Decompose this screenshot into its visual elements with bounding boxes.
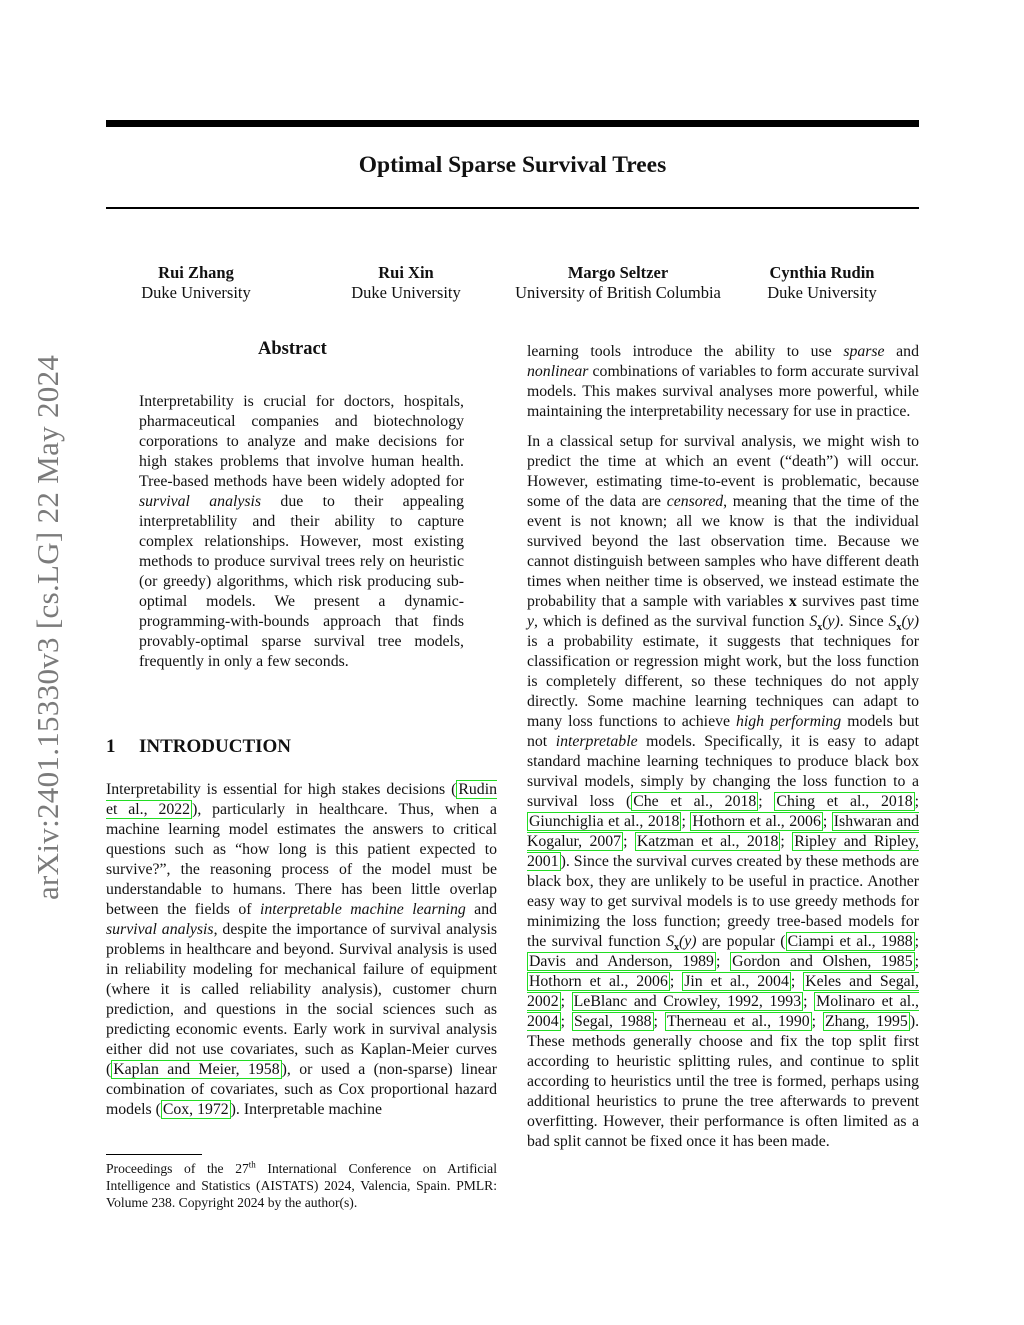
abstract-body: Interpretability is crucial for doctors, hospitals, pharmaceutical companies and biotechnology corporations to analyze and make decisions for high stakes problems that involve human health. Tree-based methods have been widely adopted for survival analysis due to their appealing interpretablility and their ability to capture complex relationships. However, most existing methods to produce survival trees rely on heuristic (or greedy) algorithms, which risk producing sub-optimal models. We present a dynamic-programming-with-bounds approach that finds provably-optimal sparse survival tree models, frequently in only a few seconds. [139, 393, 464, 670]
citation-link[interactable]: Therneau et al., 1990 [666, 1013, 810, 1030]
author-affiliation: University of British Columbia [515, 283, 721, 302]
title-bottom-rule [106, 207, 919, 209]
intro-paragraph: Interpretability is essential for high stakes decisions ( Rudin et al., 2022 ), particularly in healthcare. Thus, when a machine learning model estimates the answers to critical questions such as “how long is this patient expected to survive?”, the reasoning process of the model must be understandable to humans. There has been little overlap between the fields of interpretable machine learning and survival analysis, despite the importance of survival analysis problems in healthcare and beyond. Survival analysis is used in reliability modeling for mechanical failure of equipment (where it is called reliability analysis), customer churn prediction, and questions in the social sciences such as predicting economic events. Early work in survival analysis either did not use covariates, such as Kaplan-Meier curves ( Kaplan and Meier, 1958 ), or used a (non-sparse) linear combination of covariates, such as Cox proportional hazard models ( Cox, 1972 ). Interpretable machine [106, 781, 497, 1118]
author-affiliation: Duke University [767, 283, 877, 302]
paper-title: Optimal Sparse Survival Trees [358, 152, 667, 178]
author-name: Margo Seltzer [567, 263, 669, 282]
citation-link[interactable]: Molinaro et al., 2004 [527, 993, 919, 1030]
citation-link[interactable]: Hothorn et al., 2006 [529, 973, 668, 990]
arxiv-identifier: arXiv:2401.15330v3 [cs.LG] 22 May 2024 [30, 354, 65, 900]
citation-link[interactable]: Kaplan and Meier, 1958 [113, 1061, 280, 1078]
intro-paragraph: In a classical setup for survival analysis, we might wish to predict the time at which an event (“death”) will occur. However, estimating time-to-event is problematic, because some of the data are censored, meaning that the time of the event is not known; all we know is that the individual survived beyond the last observation time. Because we cannot distinguish between samples who have different death times when neither time is observed, we instead estimate the probability that a sample with variables x survives past time y, which is defined as the survival function $S_x(y)$. Since $S_x(y)$ is a probability estimate, it suggests that techniques for classification or regression might work, but the loss function is completely different, so these techniques do not apply directly. Some machine learning techniques can adapt to many loss functions to achieve high performing models but not interpretable models. Specifically, it is easy to adapt standard machine learning techniques to produce black box survival models, simply by changing the loss function to a survival loss ( Che et al., 2018 ; Ching et al., 2018 ; Giunchiglia et al., 2018 ; Hothorn et al., 2006 ; Ishwaran and Kogalur, 2007 ; Katzman et al., 2018 ; Ripley and Ripley, 2001 ). Since the survival curves created by these methods are black box, they are unlikely to be useful in practice. Another easy way to get survival models is to use greedy methods for minimizing the loss function; greedy tree-based models for the survival function $S_x(y)$ are popular ( Ciampi et al., 1988 ; Davis and Anderson, 1989 ; Gordon and Olshen, 1985 ; Hothorn et al., 2006 ; Jin et al., 2004 ; Keles and Segal, 2002 ; LeBlanc and Crowley, 1992, 1993 ; Molinaro et al., 2004 ; Segal, 1988 ; Therneau et al., 1990 ; Zhang, 1995 ). These methods generally choose and fix the top split first according to heuristic splitting rules, and continue to split according to heuristics until the tree is formed, perhaps using additional heuristics to prune the tree afterwards to prevent overfitting. However, their performance is often limited as a bad split cannot be fixed once it has been made. [527, 433, 920, 1150]
author-affiliation: Duke University [351, 283, 461, 302]
citation-link[interactable]: Ripley and Ripley, 2001 [527, 833, 920, 870]
citation-link[interactable]: Davis and Anderson, 1989 [529, 953, 714, 970]
author-3 [497, 263, 739, 303]
intro-right-column [527, 342, 919, 1152]
citation-link[interactable]: Katzman et al., 2018 [636, 833, 779, 850]
citation-link[interactable]: Gordon and Olshen, 1985 [732, 953, 913, 970]
citation-link[interactable]: Ching et al., 2018 [776, 793, 913, 810]
author-4 [752, 263, 892, 303]
author-name: Rui Xin [378, 263, 434, 282]
citation-link[interactable]: Rudin et al., 2022 [106, 781, 497, 818]
citation-link[interactable]: Hothorn et al., 2006 [692, 813, 821, 830]
citation-link[interactable]: Segal, 1988 [573, 1013, 652, 1030]
citation-link[interactable]: Jin et al., 2004 [684, 973, 789, 990]
citation-link[interactable]: Cox, 1972 [162, 1101, 229, 1118]
title-top-rule [106, 120, 919, 127]
citation-link[interactable]: Ciampi et al., 1988 [787, 933, 913, 950]
footnote: Proceedings of the 27th International Conference on Artificial Intelligence and Statistics (AISTATS) 2024, Valencia, Spain. PMLR: Volume 238. Copyright 2024 by the author(s). [106, 1159, 497, 1210]
abstract-heading: Abstract [258, 339, 327, 359]
footnote-rule [106, 1154, 202, 1155]
author-affiliation: Duke University [141, 283, 251, 302]
citation-link[interactable]: Che et al., 2018 [633, 793, 757, 810]
citation-link[interactable]: LeBlanc and Crowley, 1992, 1993 [573, 993, 802, 1010]
author-2 [336, 263, 476, 303]
intro-paragraph: learning tools introduce the ability to use sparse and nonlinear combinations of variables to form accurate survival models. This makes survival analyses more powerful, while maintaining the interpretability necessary for use in practice. [527, 343, 919, 420]
citation-link[interactable]: Giunchiglia et al., 2018 [529, 813, 680, 830]
citation-link[interactable]: Ishwaran and Kogalur, 2007 [527, 813, 920, 850]
author-name: Cynthia Rudin [769, 263, 875, 282]
author-1 [126, 263, 266, 303]
author-name: Rui Zhang [158, 263, 234, 282]
section-heading: 1 INTRODUCTION [106, 736, 292, 757]
citation-link[interactable]: Zhang, 1995 [824, 1013, 908, 1030]
citation-link[interactable]: Keles and Segal, 2002 [527, 973, 919, 1010]
intro-left-column [106, 780, 497, 1120]
